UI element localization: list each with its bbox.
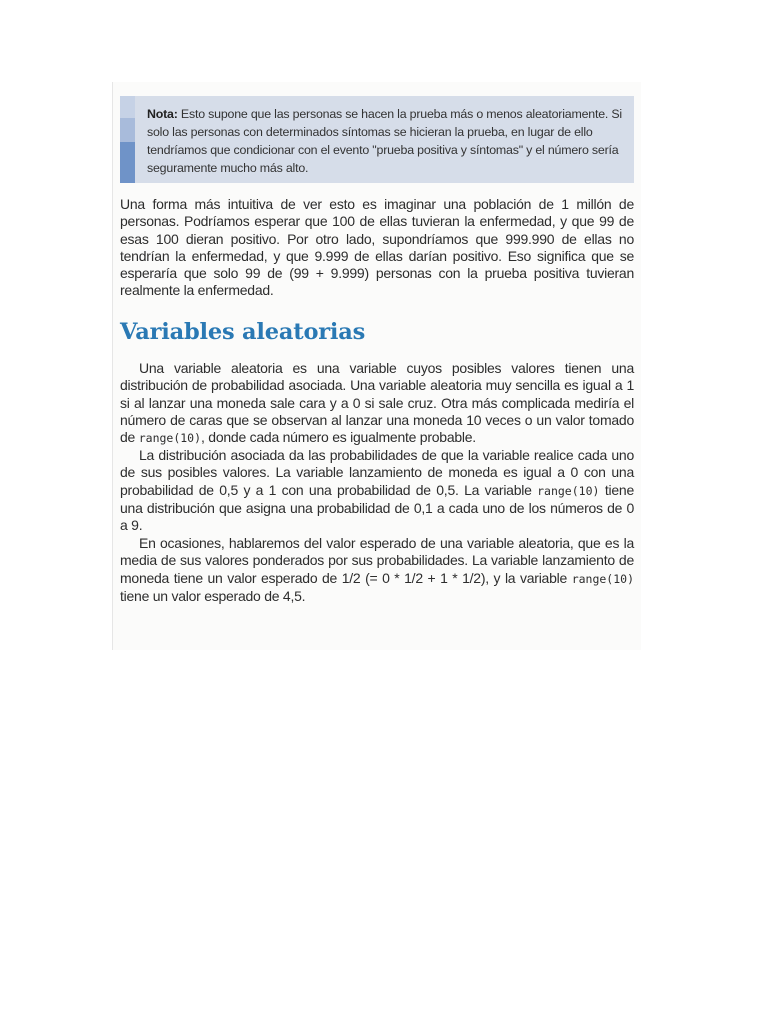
paragraph-expected-value xyxy=(120,535,634,605)
note-bar-segment xyxy=(120,96,135,118)
paragraph-text: Una variable aleatoria es una variable cuyos posibles valores tienen una distribución de probabilidad asociada. Una variable aleatoria muy sencilla es igual a 1 si al lanzar una moneda sale cara y a 0 si sale cruz. Otra más complicada mediría el número de caras que se observan al lanzar una moneda 10 veces o un valor tomado de xyxy=(120,360,634,446)
paragraph-text: tiene una distribución que asigna una probabilidad de 0,1 a cada uno de los números de 0 a 9. xyxy=(120,481,634,534)
note-label: Nota: xyxy=(147,107,178,121)
section-heading: Variables aleatorias xyxy=(120,319,366,345)
inline-code: range(10) xyxy=(571,571,634,586)
note-bar-segment xyxy=(120,142,135,183)
paragraph-text: En ocasiones, hablaremos del valor esperado de una variable aleatoria, que es la media de sus valores ponderados por sus probabilidades. La variable lanzamiento de moneda tiene un valor esperado de 1/2 (= 0 * 1/2 + 1 * 1/2), y la variable xyxy=(120,535,634,586)
paragraph-distribution xyxy=(120,447,634,534)
paragraph-text: tiene un valor esperado de 4,5. xyxy=(120,587,306,604)
note-body: Esto supone que las personas se hacen la prueba más o menos aleatoriamente. Si solo las personas con determinados síntomas se hicieran la prueba, en lugar de ello tendríamos que condicionar con el evento "prueba positiva y síntomas" y el número sería seguramente mucho más alto. xyxy=(147,107,622,175)
note-box xyxy=(120,96,634,183)
intro-paragraph: Una forma más intuitiva de ver esto es imaginar una población de 1 millón de personas. Podríamos esperar que 100 de ellas tuvieran la enfermedad, y que 99 de esas 100 dieran positivo. Por otro lado, supondríamos que 999.990 de ellas no tendrían la enfermedad, y que 9.999 de ellas darían positivo. Eso significa que se esperaría que solo 99 de (99 + 9.999) personas con la prueba positiva tuvieran realmente la enfermedad. xyxy=(120,196,634,299)
paragraph-text: , donde cada número es igualmente probable. xyxy=(201,429,476,446)
paragraph-text: La distribución asociada da las probabilidades de que la variable realice cada uno de sus posibles valores. La variable lanzamiento de moneda es igual a 0 con una probabilidad de 0,5 y a 1 con una probabilidad de 0,5. La variable xyxy=(120,447,634,498)
note-bar-segment xyxy=(120,118,135,142)
paragraph-definition xyxy=(120,360,634,447)
inline-code: range(10) xyxy=(537,483,600,498)
document-page xyxy=(112,82,641,650)
inline-code: range(10) xyxy=(138,431,202,446)
note-accent-bar xyxy=(120,96,135,183)
note-text xyxy=(147,105,631,177)
